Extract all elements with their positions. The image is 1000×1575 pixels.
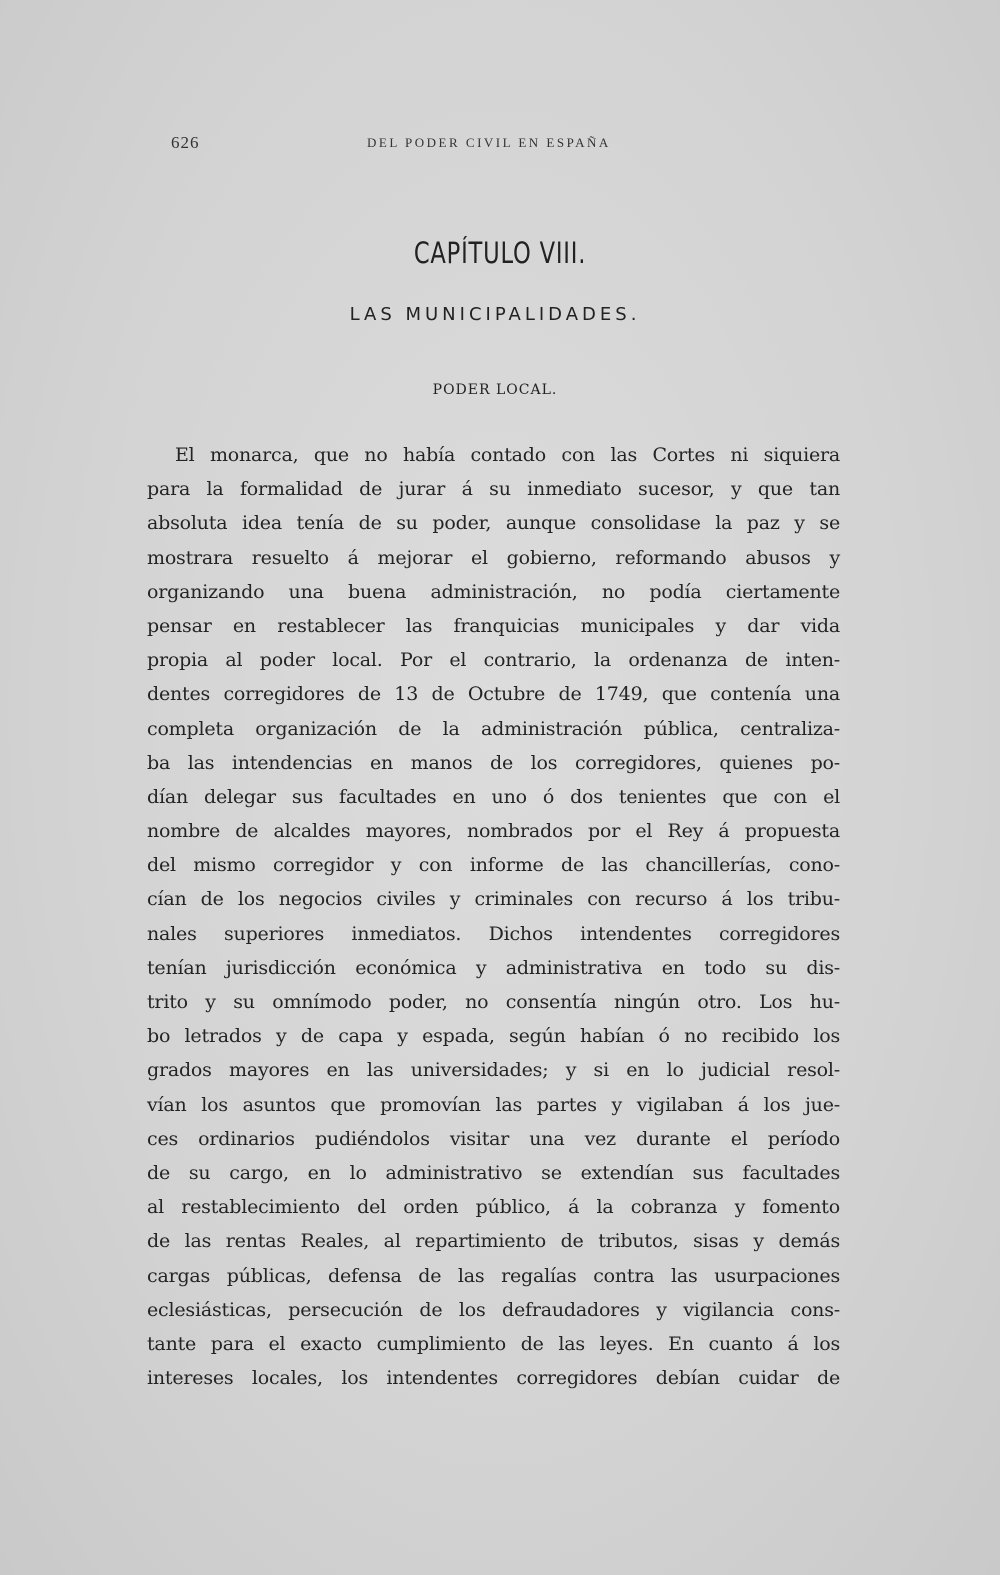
page-number: 626 <box>171 133 200 152</box>
body-line: El monarca, que no había contado con las Cortes ni siquiera <box>175 444 840 466</box>
body-line: bo letrados y de capa y espada, según habían ó no recibido los <box>147 1025 840 1048</box>
body-line: del mismo corregidor y con informe de las chancillerías, cono- <box>147 854 840 877</box>
running-title: DEL PODER CIVIL EN ESPAÑA <box>367 135 611 150</box>
section-heading: PODER LOCAL. <box>432 382 558 398</box>
body-line: tenían jurisdicción económica y administrativa en todo su dis- <box>147 956 840 979</box>
body-line: tante para el exacto cumplimiento de las leyes. En cuanto á los <box>147 1332 840 1355</box>
body-line: ces ordinarios pudiéndolos visitar una vez durante el período <box>147 1127 840 1150</box>
body-line: propia al poder local. Por el contrario, la ordenanza de inten- <box>147 649 840 672</box>
body-line: de las rentas Reales, al repartimiento de tributos, sisas y demás <box>147 1230 840 1253</box>
body-line: organizando una buena administración, no podía ciertamente <box>147 580 840 603</box>
body-line: vían los asuntos que promovían las partes y vigilaban á los jue- <box>147 1093 840 1116</box>
body-line: grados mayores en las universidades; y si en lo judicial resol- <box>147 1059 840 1082</box>
body-line: dentes corregidores de 13 de Octubre de 1749, que contenía una <box>147 683 840 706</box>
body-line: absoluta idea tenía de su poder, aunque consolidase la paz y se <box>147 512 840 535</box>
body-line: nombre de alcaldes mayores, nombrados por el Rey á propuesta <box>147 820 840 843</box>
chapter-title: CAPÍTULO VIII. <box>413 236 587 270</box>
body-line: ba las intendencias en manos de los corregidores, quienes po- <box>147 751 840 774</box>
running-head <box>171 133 836 155</box>
body-line: dían delegar sus facultades en uno ó dos tenientes que con el <box>147 785 840 808</box>
body-line: al restablecimiento del orden público, á la cobranza y fomento <box>147 1196 840 1219</box>
body-line: cargas públicas, defensa de las regalías contra las usurpaciones <box>147 1264 840 1287</box>
body-line: de su cargo, en lo administrativo se extendían sus facultades <box>147 1161 840 1184</box>
body-line: completa organización de la administración pública, centraliza- <box>147 717 840 740</box>
body-line: nales superiores inmediatos. Dichos intendentes corregidores <box>147 922 840 945</box>
body-line: pensar en restablecer las franquicias municipales y dar vida <box>147 614 840 637</box>
body-line: mostrara resuelto á mejorar el gobierno, reformando abusos y <box>147 546 840 569</box>
chapter-subtitle: LAS MUNICIPALIDADES. <box>349 304 641 325</box>
body-line: intereses locales, los intendentes corregidores debían cuidar de <box>147 1367 840 1390</box>
body-line: trito y su omnímodo poder, no consentía ningún otro. Los hu- <box>147 991 840 1013</box>
body-text <box>147 438 840 1395</box>
body-line: eclesiásticas, persecución de los defraudadores y vigilancia cons- <box>147 1298 840 1321</box>
body-line: para la formalidad de jurar á su inmediato sucesor, y que tan <box>147 478 840 501</box>
body-line: cían de los negocios civiles y criminales con recurso á los tribu- <box>147 888 840 911</box>
